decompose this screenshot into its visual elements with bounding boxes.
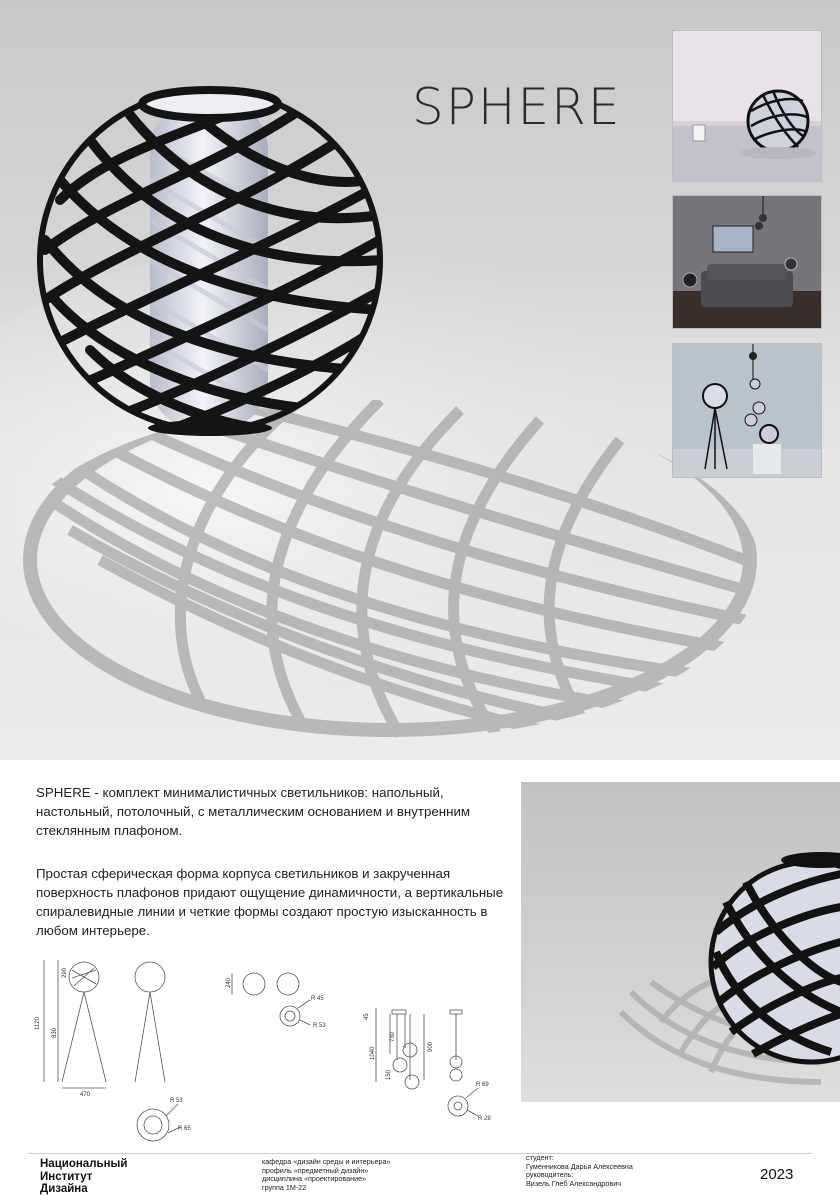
- footer-divider: [28, 1153, 812, 1154]
- student-name: Гуменникова Дарья Алексеевна: [526, 1161, 633, 1171]
- dim-pendant-length-1: 1040: [370, 1046, 376, 1060]
- department-line: дисциплина «проектирование»: [262, 1174, 367, 1184]
- poster-title: SPHERE: [412, 78, 622, 136]
- year: 2023: [760, 1166, 794, 1183]
- dim-table-height: 240: [226, 977, 232, 988]
- dim-floor-r-inner: R 53: [170, 1098, 183, 1104]
- dim-pendant-length-3: 900: [428, 1041, 434, 1052]
- table-lamp-drawing: [232, 973, 310, 1026]
- student-label: студент:: [526, 1153, 554, 1162]
- floor-lamp-drawing: [44, 960, 180, 1141]
- thumbnail-lamp-set: [672, 343, 822, 478]
- institute-line: Национальный: [40, 1158, 128, 1170]
- dim-pendant-length-2: 730: [390, 1031, 396, 1042]
- lamp-closeup-render: [521, 782, 840, 1102]
- institute-line: Дизайна: [40, 1183, 88, 1195]
- pendant-drawing: [376, 1008, 478, 1116]
- thumbnail-table-lamp: [672, 30, 822, 182]
- student-info: [526, 1154, 633, 1188]
- dim-floor-total: 1120: [35, 1017, 41, 1030]
- footer: [0, 1148, 840, 1200]
- dim-pendant-r-outer: R 69: [476, 1082, 489, 1088]
- institute-line: Институт: [40, 1170, 93, 1183]
- dim-pendant-top: 45: [364, 1013, 370, 1020]
- institute-name: [40, 1158, 127, 1196]
- dim-pendant-shade: 150: [386, 1069, 392, 1080]
- technical-drawings: [0, 930, 520, 1160]
- dim-floor-leg: 830: [52, 1027, 58, 1038]
- advisor-name: Визель Глеб Александрович: [526, 1178, 621, 1188]
- dim-floor-base: 470: [80, 1092, 91, 1098]
- dim-floor-r-outer: R 65: [178, 1126, 191, 1132]
- dim-table-r-inner: R 45: [311, 996, 324, 1002]
- description-paragraph-2: Простая сферическая форма корпуса светильников и закрученная поверхность плафонов придают ощущение динамичности, а вертикальные спиралевидные линии и четкие формы создают простую изысканность в любом интерьере.: [36, 866, 504, 938]
- thumbnail-living-room: [672, 195, 822, 329]
- department-line: профиль «предметный дизайн»: [262, 1165, 369, 1175]
- dim-pendant-r-inner: R 28: [478, 1116, 491, 1122]
- dim-floor-shade: 290: [62, 967, 68, 978]
- department-line: кафедра «дизайн среды и интерьера»: [262, 1157, 391, 1166]
- advisor-label: руководитель:: [526, 1170, 574, 1180]
- department-line: группа 1М-22: [262, 1182, 307, 1192]
- description-paragraph-1: SPHERE - комплект минималистичных светильников: напольный, настольный, потолочный, с металлическим основанием и внутренним стеклянным плафоном.: [36, 785, 471, 838]
- dim-table-r-outer: R 53: [313, 1023, 326, 1029]
- department-info: [262, 1158, 390, 1192]
